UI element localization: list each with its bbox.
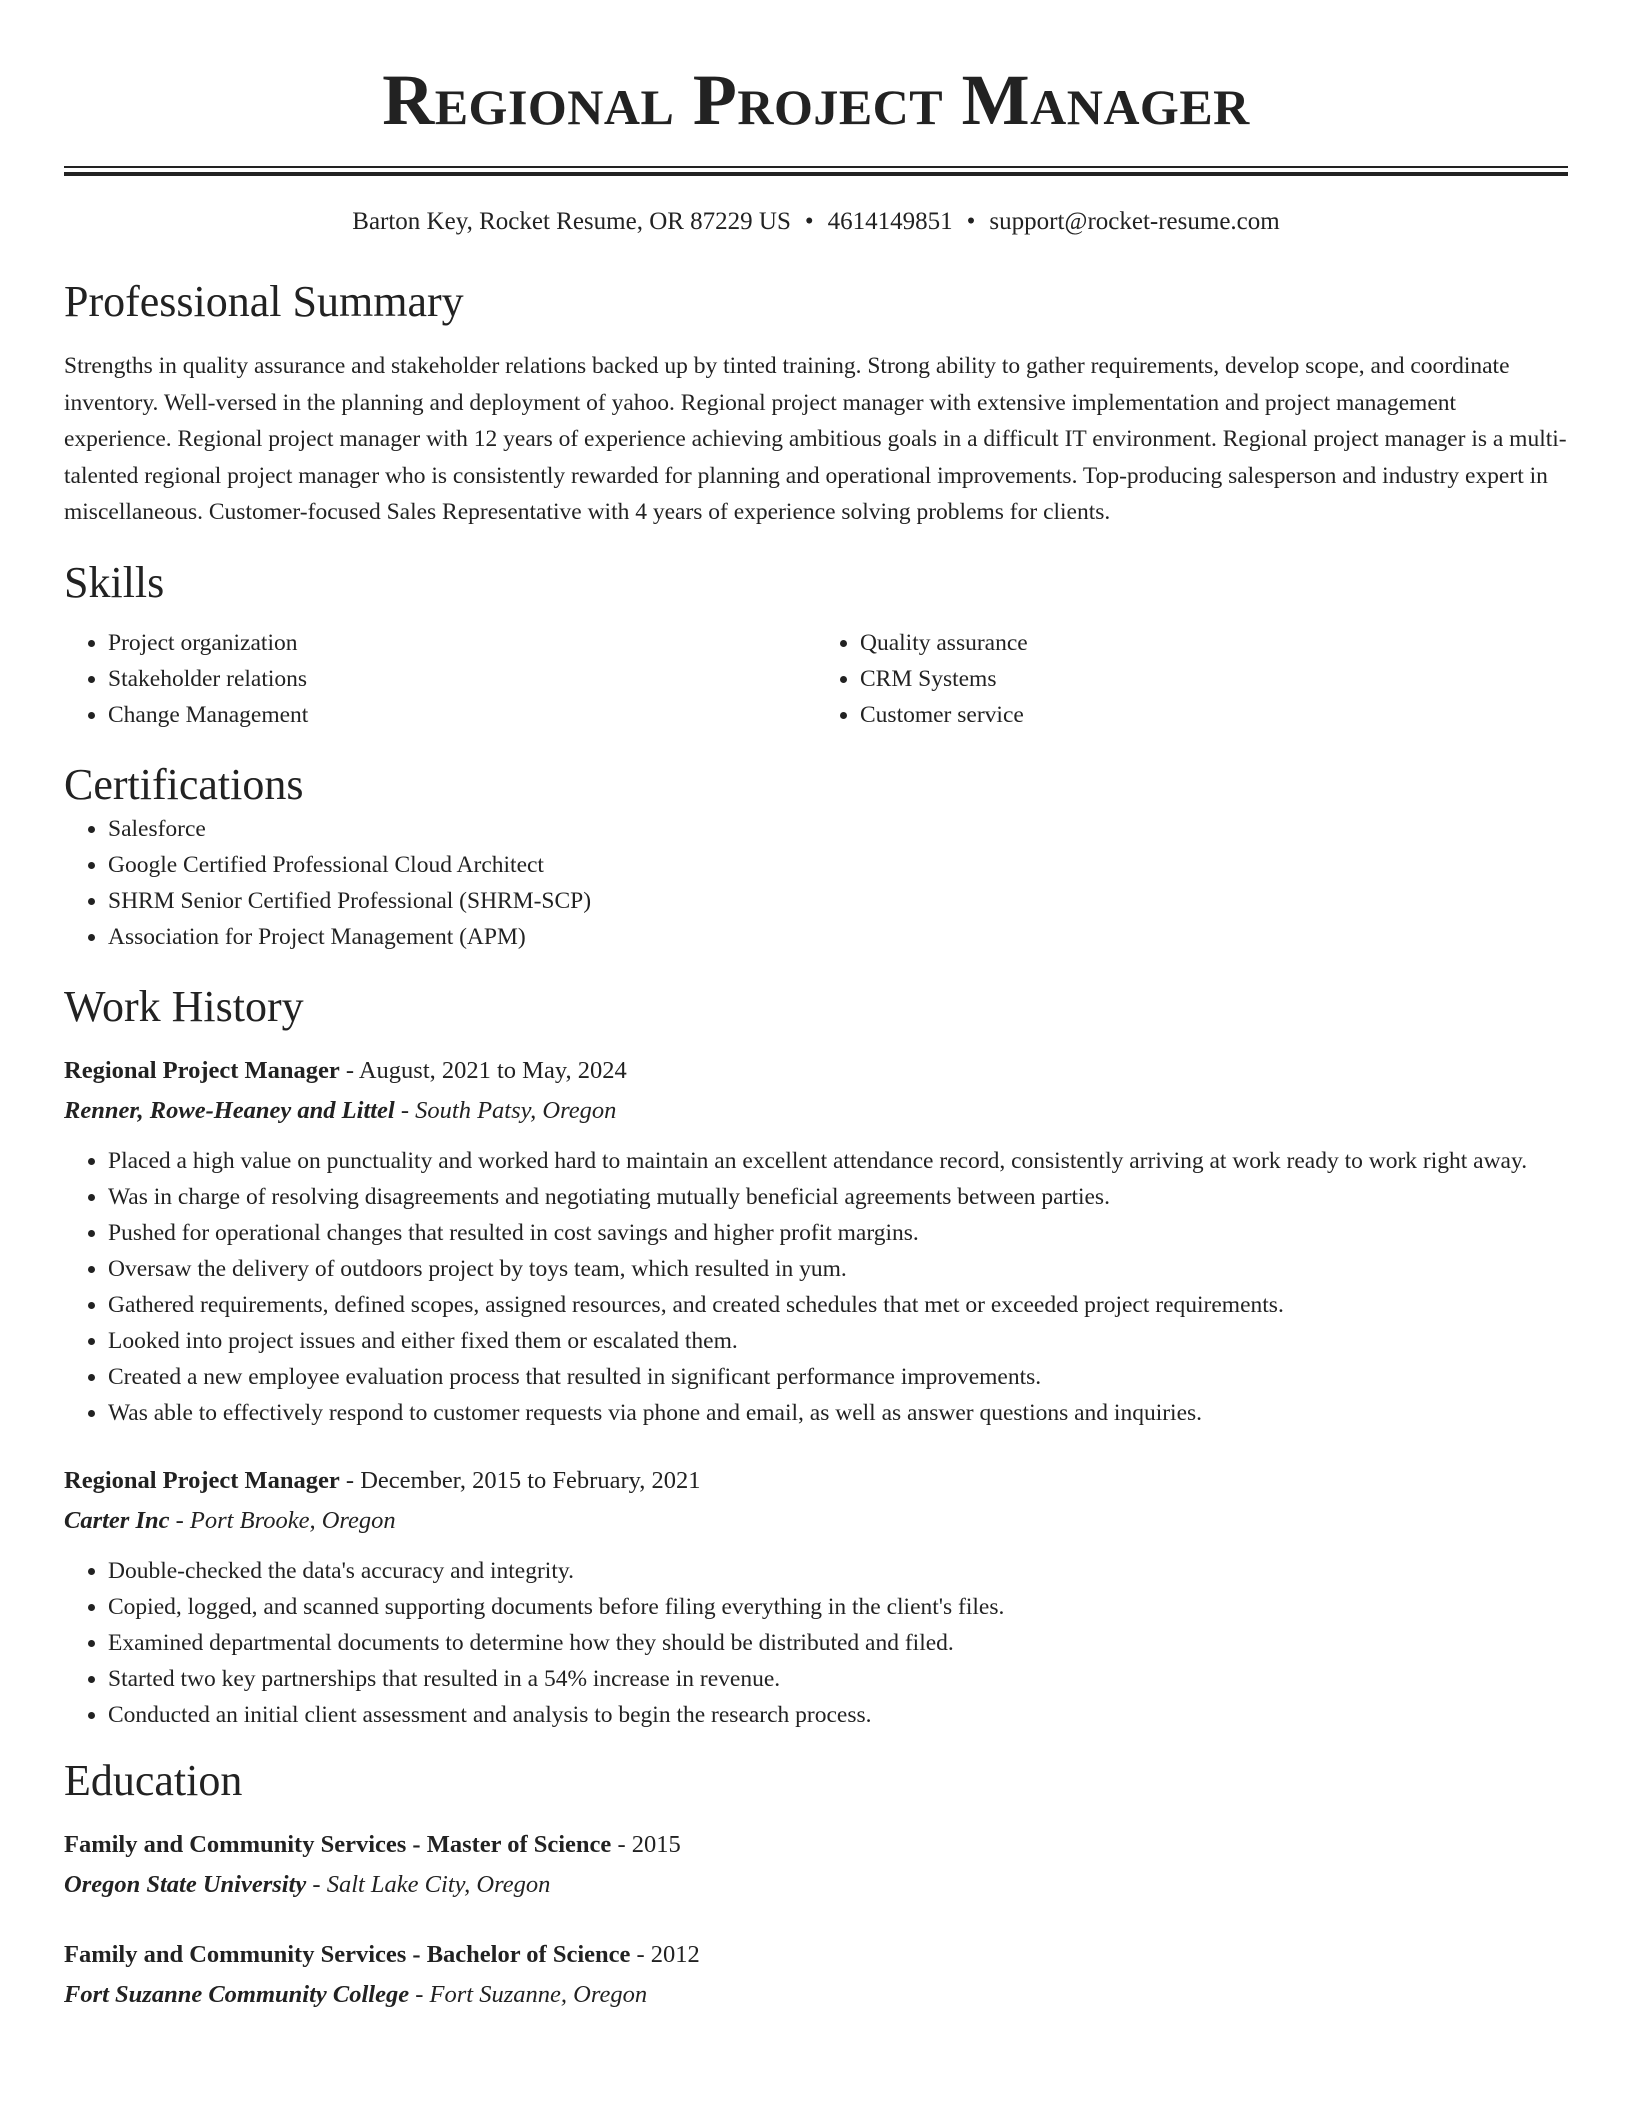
job-dates: - December, 2015 to February, 2021: [339, 1466, 701, 1494]
summary-text: Strengths in quality assurance and stakeholder relations backed up by tinted training. Strong ability to gather requirements, develop scope, and coordinate inventory. Well-versed in the planning and deployment of yahoo. Regional project manager with extensive implementation and project management experience. Regional project manager with 12 years of experience achieving ambitious goals in a difficult IT environment. Regional project manager is a multi-talented regional project manager who is consistently rewarded for planning and operational improvements. Top-producing salesperson and industry expert in miscellaneous. Customer-focused Sales Representative with 4 years of experience solving problems for clients.: [64, 353, 1567, 525]
skills-heading: Skills: [64, 557, 165, 607]
job-duty-item: • Double-checked the data's accuracy and integrity.: [108, 1553, 1568, 1589]
job-header: [64, 1461, 1568, 1501]
job-entry: [64, 1051, 1568, 1431]
contact-phone: 4614149851: [827, 208, 953, 235]
skill-item: • CRM Systems: [860, 661, 1568, 697]
job-duties: [64, 1143, 1568, 1431]
job-company: Renner, Rowe-Heaney and Littel: [64, 1096, 395, 1124]
job-duty-item: • Gathered requirements, defined scopes, assigned resources, and created schedules that met or exceeded project requirements.: [108, 1287, 1568, 1323]
job-dates: - August, 2021 to May, 2024: [339, 1056, 627, 1084]
education-heading: Education: [64, 1755, 243, 1805]
job-duty-item: • Examined departmental documents to determine how they should be distributed and filed.: [108, 1625, 1568, 1661]
certification-item: • Salesforce: [108, 811, 1568, 847]
title-divider: [64, 166, 1568, 176]
education-entry: [64, 1825, 1568, 1905]
job-entry: [64, 1461, 1568, 1733]
skill-item: • Change Management: [108, 697, 816, 733]
job-duty-item: • Placed a high value on punctuality and worked hard to maintain an excellent attendance record, consistently arriving at work ready to work right away.: [108, 1143, 1568, 1179]
contact-separator: •: [966, 208, 976, 235]
skills-grid: [64, 625, 1568, 733]
job-employer: [64, 1091, 1568, 1131]
contact-address: Barton Key, Rocket Resume, OR 87229 US: [352, 208, 791, 235]
job-location: - Port Brooke, Oregon: [169, 1506, 396, 1534]
education-year: - 2015: [611, 1830, 681, 1858]
summary-heading: Professional Summary: [64, 277, 464, 326]
education-header: [64, 1935, 1568, 1975]
job-duty-item: • Started two key partnerships that resulted in a 54% increase in revenue.: [108, 1661, 1568, 1697]
job-location: - South Patsy, Oregon: [394, 1096, 617, 1124]
certifications-list: [64, 811, 1568, 955]
job-duty-item: • Oversaw the delivery of outdoors project by toys team, which resulted in yum.: [108, 1251, 1568, 1287]
job-duties: [64, 1553, 1568, 1733]
education-school: Fort Suzanne Community College: [64, 1980, 410, 2008]
skill-item: • Project organization: [108, 625, 816, 661]
job-employer: [64, 1501, 1568, 1541]
skill-item: • Quality assurance: [860, 625, 1568, 661]
contact-separator: •: [804, 208, 814, 235]
job-duty-item: • Was in charge of resolving disagreements and negotiating mutually beneficial agreements between parties.: [108, 1179, 1568, 1215]
skills-list-left: [64, 625, 816, 733]
education-entry: [64, 1935, 1568, 2015]
education-degree: Family and Community Services - Master of Science: [64, 1830, 612, 1858]
contact-email: support@rocket-resume.com: [989, 208, 1280, 235]
education-school: Oregon State University: [64, 1870, 307, 1898]
job-duty-item: • Created a new employee evaluation process that resulted in significant performance improvements.: [108, 1359, 1568, 1395]
job-company: Carter Inc: [64, 1506, 170, 1534]
education-institution: [64, 1865, 1568, 1905]
job-duty-item: • Conducted an initial client assessment and analysis to begin the research process.: [108, 1697, 1568, 1733]
job-duty-item: • Pushed for operational changes that resulted in cost savings and higher profit margins.: [108, 1215, 1568, 1251]
education-header: [64, 1825, 1568, 1865]
education-location: - Salt Lake City, Oregon: [306, 1870, 551, 1898]
skill-item: • Customer service: [860, 697, 1568, 733]
education-year: - 2012: [630, 1940, 700, 1968]
job-header: [64, 1051, 1568, 1091]
job-duty-item: • Looked into project issues and either fixed them or escalated them.: [108, 1323, 1568, 1359]
job-title: Regional Project Manager: [64, 1466, 340, 1494]
education-degree: Family and Community Services - Bachelor of Science: [64, 1940, 631, 1968]
contact-line: [64, 206, 1568, 238]
page-title: Regional Project Manager: [382, 60, 1250, 140]
work-history-heading: Work History: [64, 981, 304, 1031]
job-duty-item: • Was able to effectively respond to customer requests via phone and email, as well as answer questions and inquiries.: [108, 1395, 1568, 1431]
certification-item: • SHRM Senior Certified Professional (SHRM-SCP): [108, 883, 1568, 919]
certifications-heading: Certifications: [64, 759, 304, 809]
certification-item: • Association for Project Management (APM): [108, 919, 1568, 955]
job-duty-item: • Copied, logged, and scanned supporting documents before filing everything in the client's files.: [108, 1589, 1568, 1625]
education-location: - Fort Suzanne, Oregon: [409, 1980, 648, 2008]
certification-item: • Google Certified Professional Cloud Architect: [108, 847, 1568, 883]
job-title: Regional Project Manager: [64, 1056, 340, 1084]
education-institution: [64, 1975, 1568, 2015]
skill-item: • Stakeholder relations: [108, 661, 816, 697]
skills-list-right: [816, 625, 1568, 733]
